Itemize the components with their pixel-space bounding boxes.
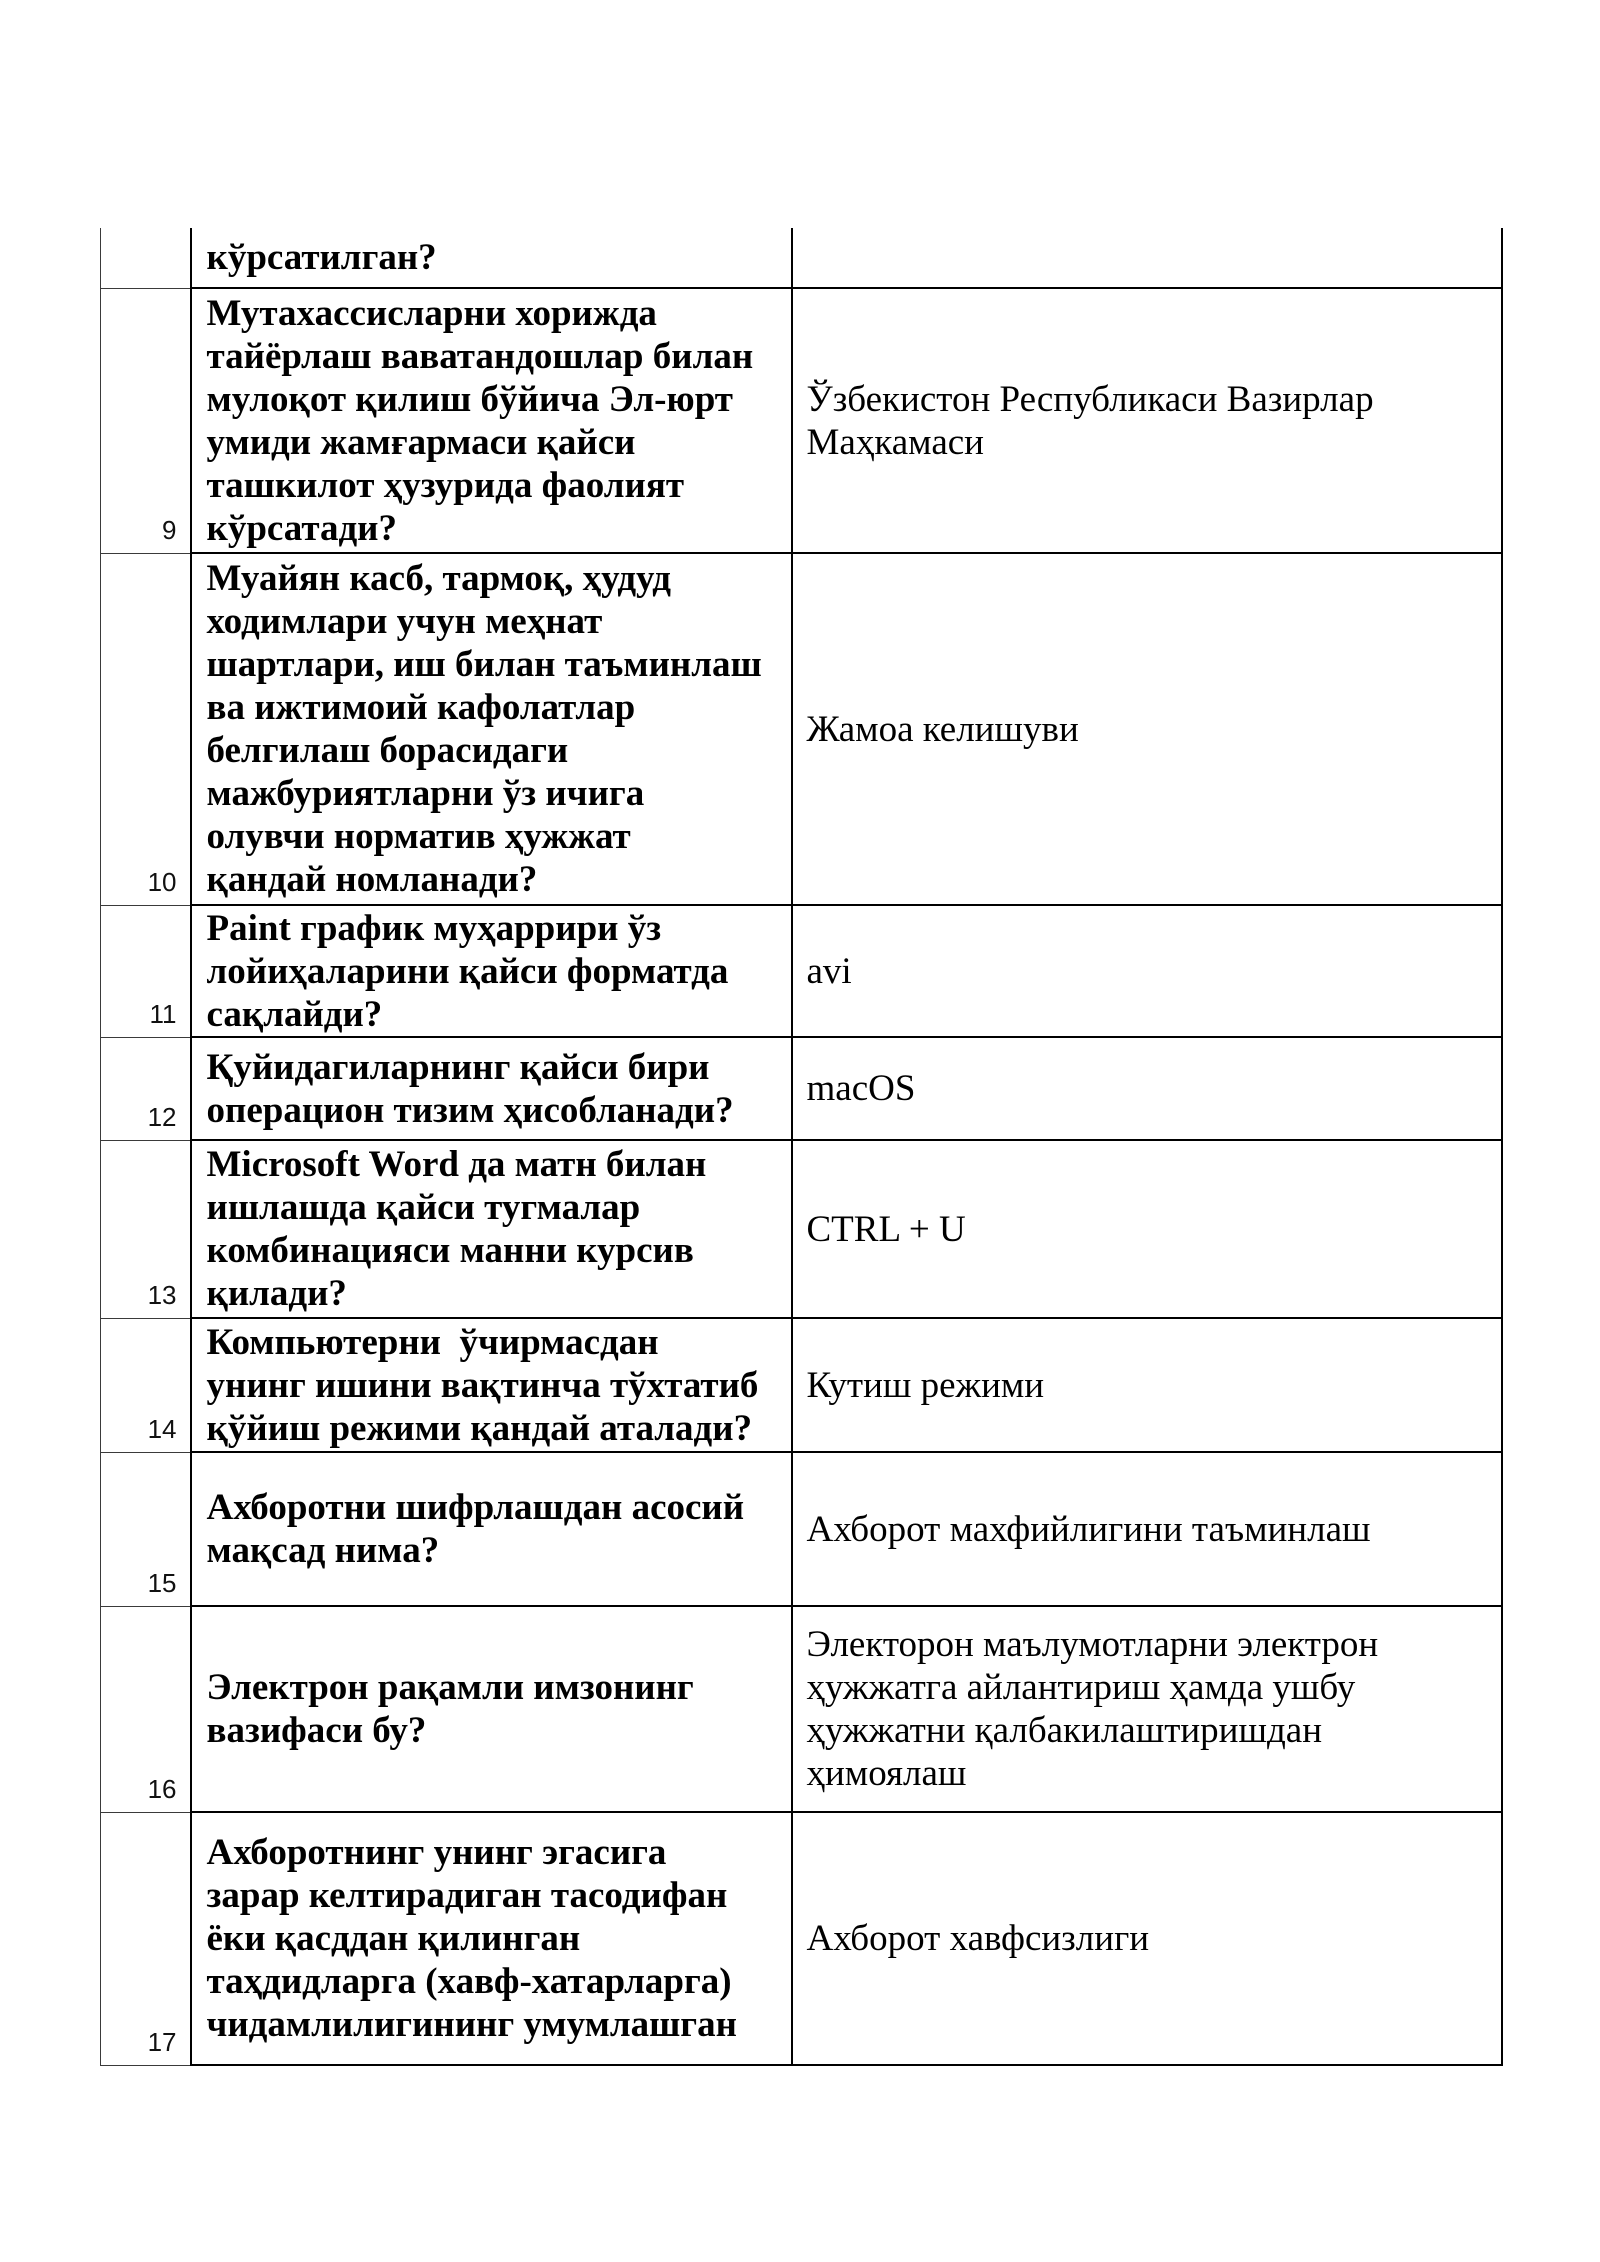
question-line: олувчи норматив ҳужжат [206, 816, 631, 857]
question-cell [191, 1037, 792, 1140]
answer-line: Жамоа келишуви [806, 708, 1079, 750]
question-line: мақсад нима? [206, 1530, 440, 1571]
row-number: 15 [147, 1567, 177, 1598]
question-cell [191, 905, 792, 1037]
table-row [101, 905, 1502, 1037]
answer-cell [792, 905, 1502, 1037]
question-line: Муайян касб, тармоқ, ҳудуд [206, 558, 671, 599]
answer-line: Ахборот хавфсизлиги [806, 1918, 1150, 1959]
question-line: Электрон рақамли имзонинг [206, 1667, 694, 1708]
question-line: ёки қасддан қилинган [206, 1918, 581, 1959]
row-number-cell [101, 905, 191, 1037]
question-cell [191, 1318, 792, 1452]
question-line: вазифаси бу? [206, 1710, 427, 1751]
row-number-cell [101, 1318, 191, 1452]
row-number-cell [101, 1812, 191, 2065]
question-line: сақлайди? [206, 993, 383, 1035]
question-line: операцион тизим ҳисобланади? [206, 1089, 734, 1131]
table-row [101, 1318, 1502, 1452]
row-number-cell [101, 553, 191, 905]
answer-line: Ахборот махфийлигини таъминлаш [806, 1508, 1371, 1550]
row-number: 17 [147, 2026, 177, 2057]
question-line: қандай номланади? [206, 859, 538, 900]
question-line: қилади? [206, 1273, 347, 1314]
question-cell [191, 1606, 792, 1812]
row-number: 13 [147, 1279, 177, 1310]
row-number: 16 [147, 1773, 177, 1804]
answer-line: ҳужжатга айлантириш ҳамда ушбу [806, 1667, 1356, 1708]
table-row [101, 1037, 1502, 1140]
row-number-cell [101, 1037, 191, 1140]
question-line: Paint график муҳаррири ўз [206, 907, 662, 949]
question-line: Қуйидагиларнинг қайси бири [206, 1046, 710, 1088]
question-cell [191, 1452, 792, 1606]
question-line: ва ижтимоий кафолатлар [206, 687, 636, 728]
qa-table [100, 228, 1503, 2066]
question-line: қўйиш режими қандай аталади? [206, 1407, 753, 1449]
answer-cell [792, 1606, 1502, 1812]
answer-cell [792, 1140, 1502, 1318]
question-line: таҳдидларга (хавф-хатарларга) [206, 1961, 732, 2002]
row-number-cell [101, 288, 191, 553]
question-cell [191, 228, 792, 288]
answer-line: Маҳкамаси [806, 421, 984, 463]
row-number: 10 [147, 866, 177, 897]
row-number-cell [101, 228, 191, 288]
question-line: мулоқот қилиш бўйича Эл-юрт [206, 378, 733, 420]
question-line: мажбуриятларни ўз ичига [206, 773, 645, 814]
question-cell [191, 1140, 792, 1318]
question-cell [191, 1812, 792, 2065]
qa-table-body [101, 228, 1502, 2065]
question-line: Компьютерни ўчирмасдан [206, 1321, 659, 1363]
table-row [101, 228, 1502, 288]
question-line: Microsoft Word да матн билан [206, 1144, 707, 1185]
table-row [101, 288, 1502, 553]
question-line: ходимлари учун меҳнат [206, 601, 603, 642]
question-line: умиди жамғармаси қайси [206, 421, 636, 463]
question-line: ишлашда қайси тугмалар [206, 1187, 641, 1228]
row-number: 12 [147, 1101, 177, 1132]
question-cell [191, 288, 792, 553]
answer-cell [792, 228, 1502, 288]
table-row [101, 1140, 1502, 1318]
answer-cell [792, 1318, 1502, 1452]
question-line: чидамлилигининг умумлашган [206, 2004, 737, 2045]
row-number-cell [101, 1140, 191, 1318]
question-line: Мутахассисларни хорижда [206, 292, 657, 334]
question-line: тайёрлаш ваватандошлар билан [206, 335, 754, 377]
answer-line: ҳужжатни қалбакилаштиришдан [806, 1710, 1323, 1751]
question-line: Ахборотни шифрлашдан асосий [206, 1487, 745, 1528]
table-row [101, 553, 1502, 905]
row-number-cell [101, 1452, 191, 1606]
question-line: комбинацияси манни курсив [206, 1230, 694, 1271]
answer-cell [792, 1812, 1502, 2065]
question-cell [191, 553, 792, 905]
question-line: шартлари, иш билан таъминлаш [206, 644, 762, 685]
question-line: зарар келтирадиган тасодифан [206, 1875, 728, 1916]
row-number: 11 [149, 998, 177, 1029]
table-row [101, 1452, 1502, 1606]
answer-line: Электорон маълумотларни электрон [806, 1624, 1379, 1665]
question-line: белгилаш борасидаги [206, 730, 569, 771]
question-line: унинг ишини вақтинча тўхтатиб [206, 1364, 759, 1406]
row-number-cell [101, 1606, 191, 1812]
answer-line: macOS [806, 1068, 916, 1109]
table-row [101, 1606, 1502, 1812]
answer-cell [792, 553, 1502, 905]
answer-cell [792, 288, 1502, 553]
answer-line: Ўзбекистон Республикаси Вазирлар [806, 378, 1374, 420]
question-line: кўрсатилган? [206, 237, 437, 278]
table-row [101, 1812, 1502, 2065]
answer-cell [792, 1452, 1502, 1606]
question-line: Ахборотнинг унинг эгасига [206, 1832, 667, 1873]
answer-line: avi [806, 950, 852, 992]
answer-line: CTRL + U [806, 1208, 966, 1250]
answer-line: ҳимоялаш [806, 1753, 967, 1794]
answer-line: Кутиш режими [806, 1364, 1045, 1406]
question-line: кўрсатади? [206, 507, 397, 549]
question-line: ташкилот ҳузурида фаолият [206, 464, 685, 506]
answer-cell [792, 1037, 1502, 1140]
row-number: 14 [147, 1413, 177, 1444]
question-line: лойиҳаларини қайси форматда [206, 950, 729, 992]
row-number: 9 [162, 514, 177, 545]
